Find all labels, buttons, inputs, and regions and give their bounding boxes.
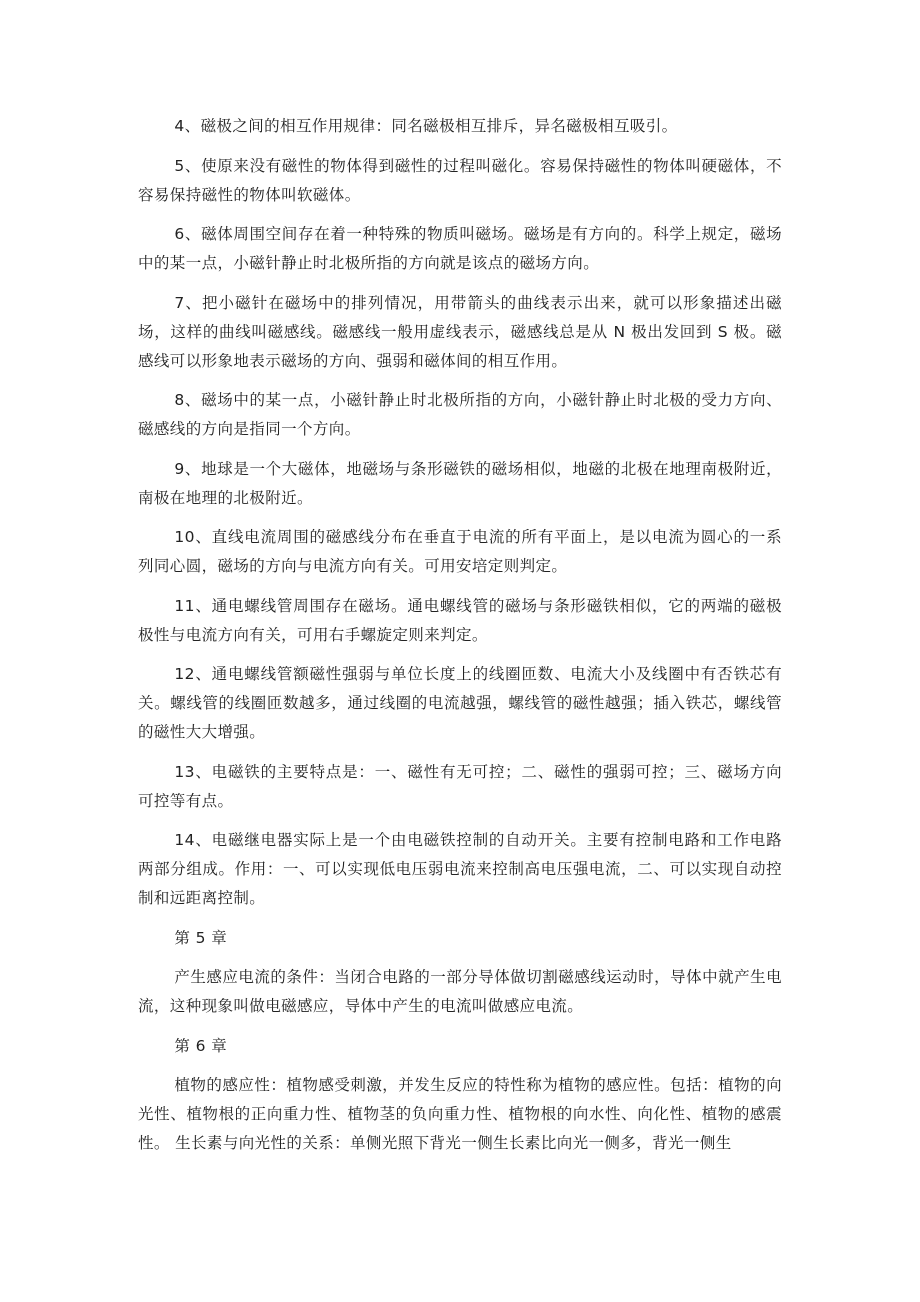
paragraph-item-5: 5、使原来没有磁性的物体得到磁性的过程叫磁化。容易保持磁性的物体叫硬磁体，不容易保持磁性的物体叫软磁体。 (138, 156, 782, 204)
document-body (138, 112, 782, 1169)
paragraph-item-4: 4、磁极之间的相互作用规律：同名磁极相互排斥，异名磁极相互吸引。 (174, 117, 678, 135)
paragraph-item-14: 14、电磁继电器实际上是一个由电磁铁控制的自动开关。主要有控制电路和工作电路两部分组成。作用：一、可以实现低电压弱电流来控制高电压强电流，二、可以实现自动控制和远距离控制。 (138, 831, 782, 907)
paragraph-item-7: 7、把小磁针在磁场中的排列情况，用带箭头的曲线表示出来，就可以形象描述出磁场，这样的曲线叫磁感线。磁感线一般用虚线表示，磁感线总是从 N 极出发回到 S 极。磁感线可以形象地表示磁场的方向、强弱和磁体间的相互作用。 (138, 293, 782, 370)
paragraph-item-13: 13、电磁铁的主要特点是：一、磁性有无可控；二、磁性的强弱可控；三、磁场方向可控等有点。 (138, 762, 782, 810)
paragraph-item-8: 8、磁场中的某一点，小磁针静止时北极所指的方向，小磁针静止时北极的受力方向、磁感线的方向是指同一个方向。 (138, 391, 782, 438)
paragraph-item-6: 6、磁体周围空间存在着一种特殊的物质叫磁场。磁场是有方向的。科学上规定，磁场中的某一点，小磁针静止时北极所指的方向就是该点的磁场方向。 (138, 225, 782, 272)
chapter-5-heading: 第 5 章 (174, 928, 228, 947)
paragraph-item-11: 11、通电螺线管周围存在磁场。通电螺线管的磁场与条形磁铁相似，它的两端的磁极极性与电流方向有关，可用右手螺旋定则来判定。 (138, 596, 782, 644)
paragraph-item-9: 9、地球是一个大磁体，地磁场与条形磁铁的磁场相似，地磁的北极在地理南极附近，南极在地理的北极附近。 (138, 459, 782, 507)
chapter-6-paragraph: 植物的感应性：植物感受刺激，并发生反应的特性称为植物的感应性。包括：植物的向光性、植物根的正向重力性、植物茎的负向重力性、植物根的向水性、向化性、植物的感震性。 生长素与向光性的关系：单侧光照下背光一侧生长素比向光一侧多，背光一侧生 (138, 1076, 782, 1152)
paragraph-item-12: 12、通电螺线管额磁性强弱与单位长度上的线圈匝数、电流大小及线圈中有否铁芯有关。螺线管的线圈匝数越多，通过线圈的电流越强，螺线管的磁性越强；插入铁芯，螺线管的磁性大大增强。 (138, 665, 782, 741)
paragraph-item-10: 10、直线电流周围的磁感线分布在垂直于电流的所有平面上，是以电流为圆心的一系列同心圆，磁场的方向与电流方向有关。可用安培定则判定。 (138, 528, 782, 575)
chapter-5-paragraph: 产生感应电流的条件：当闭合电路的一部分导体做切割磁感线运动时，导体中就产生电流，这种现象叫做电磁感应，导体中产生的电流叫做感应电流。 (138, 968, 782, 1015)
chapter-6-heading: 第 6 章 (174, 1036, 228, 1055)
